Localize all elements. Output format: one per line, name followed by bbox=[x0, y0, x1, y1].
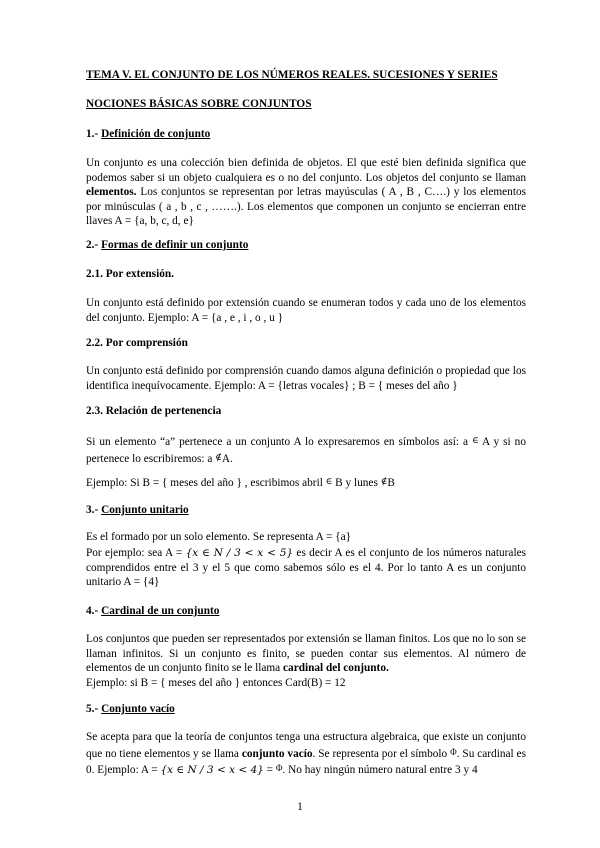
section-2-3-example: Ejemplo: Si B = { meses del año } , escribimos abril ∈ B y lunes ∉B bbox=[86, 476, 395, 489]
section-2-heading: 2.- Formas de definir un conjunto bbox=[86, 239, 249, 251]
section-1-heading: 1.- Definición de conjunto bbox=[86, 128, 211, 140]
set-builder-expression: {x ∈ N / 3 < x < 4} bbox=[160, 764, 264, 777]
section-3-heading: 3.- Conjunto unitario bbox=[86, 504, 189, 516]
section-2-2-heading: 2.2. Por comprensión bbox=[86, 337, 188, 349]
section-2-1-text: Un conjunto está definido por extensión cuando se enumeran todos y cada uno de los elementos del conjunto. Ejemplo: A = {a , e , i , o , u } bbox=[86, 297, 526, 324]
section-2-3-heading: 2.3. Relación de pertenencia bbox=[86, 405, 222, 417]
section-4-heading: 4.- Cardinal de un conjunto bbox=[86, 605, 220, 617]
section-3-line: Es el formado por un solo elemento. Se representa A = {a} bbox=[86, 531, 352, 543]
section-1-text: Un conjunto es una colección bien definida de objetos. El que esté bien definida significa que podemos saber si un objeto cualquiera es o no del conjunto. Los objetos del conjunto se llaman elementos. Los conjuntos se representan por letras mayúsculas ( A , B , C….) y los elementos por minúsculas ( a , b , c , …….). Los elementos que componen un conjunto se encierran entre llaves A = {a, b, c, d, e} bbox=[86, 157, 526, 228]
section-3-example: Por ejemplo: sea A = {x ∈ N / 3 < x < 5} es decir A es el conjunto de los números naturales comprendidos entre el 3 y el 5 que como sabemos sólo es el 4. Por lo tanto A es un conjunto unitario A = {4} bbox=[86, 547, 526, 589]
page-number: 1 bbox=[297, 801, 303, 813]
section-4-text: Los conjuntos que pueden ser representados por extensión se llaman finitos. Los que no lo son se llaman infinitos. Si un conjunto es finito, se pueden contar sus elementos. Al número de elementos de un conjunto finito se le llama cardinal del conjunto. bbox=[86, 633, 526, 675]
section-2-1-heading: 2.1. Por extensión. bbox=[86, 268, 174, 280]
section-2-3-text: Si un elemento “a” pertenece a un conjunto A lo expresaremos en símbolos así: a ∈ A y si no pertenece lo escribiremos: a ∉A. bbox=[86, 435, 526, 465]
section-4-example: Ejemplo: si B = { meses del año } entonces Card(B) = 12 bbox=[86, 677, 346, 689]
element-of-symbol: ∈ bbox=[471, 435, 479, 445]
document-title: TEMA V. EL CONJUNTO DE LOS NÚMEROS REALES. SUCESIONES Y SERIES bbox=[86, 69, 498, 81]
section-5-text: Se acepta para que la teoría de conjuntos tenga una estructura algebraica, que existe un conjunto que no tiene elementos y se llama conjunto vacío. Se representa por el símbolo Φ. Su cardinal es 0. Ejemplo: A = {x ∈ N / 3 < x < 4} = Φ. No hay ningún número natural entre 3 y 4 bbox=[86, 731, 526, 777]
document-subtitle: NOCIONES BÁSICAS SOBRE CONJUNTOS bbox=[86, 98, 312, 110]
section-2-2-text: Un conjunto está definido por comprensión cuando damos alguna definición o propiedad que los identifica inequívocamente. Ejemplo: A = {letras vocales} ; B = { meses del año } bbox=[86, 365, 526, 392]
empty-set-symbol: Φ bbox=[450, 746, 457, 757]
section-5-heading: 5.- Conjunto vacío bbox=[86, 703, 175, 715]
not-element-of-symbol: ∉ bbox=[215, 451, 222, 462]
set-builder-expression: {x ∈ N / 3 < x < 5} bbox=[185, 547, 294, 559]
